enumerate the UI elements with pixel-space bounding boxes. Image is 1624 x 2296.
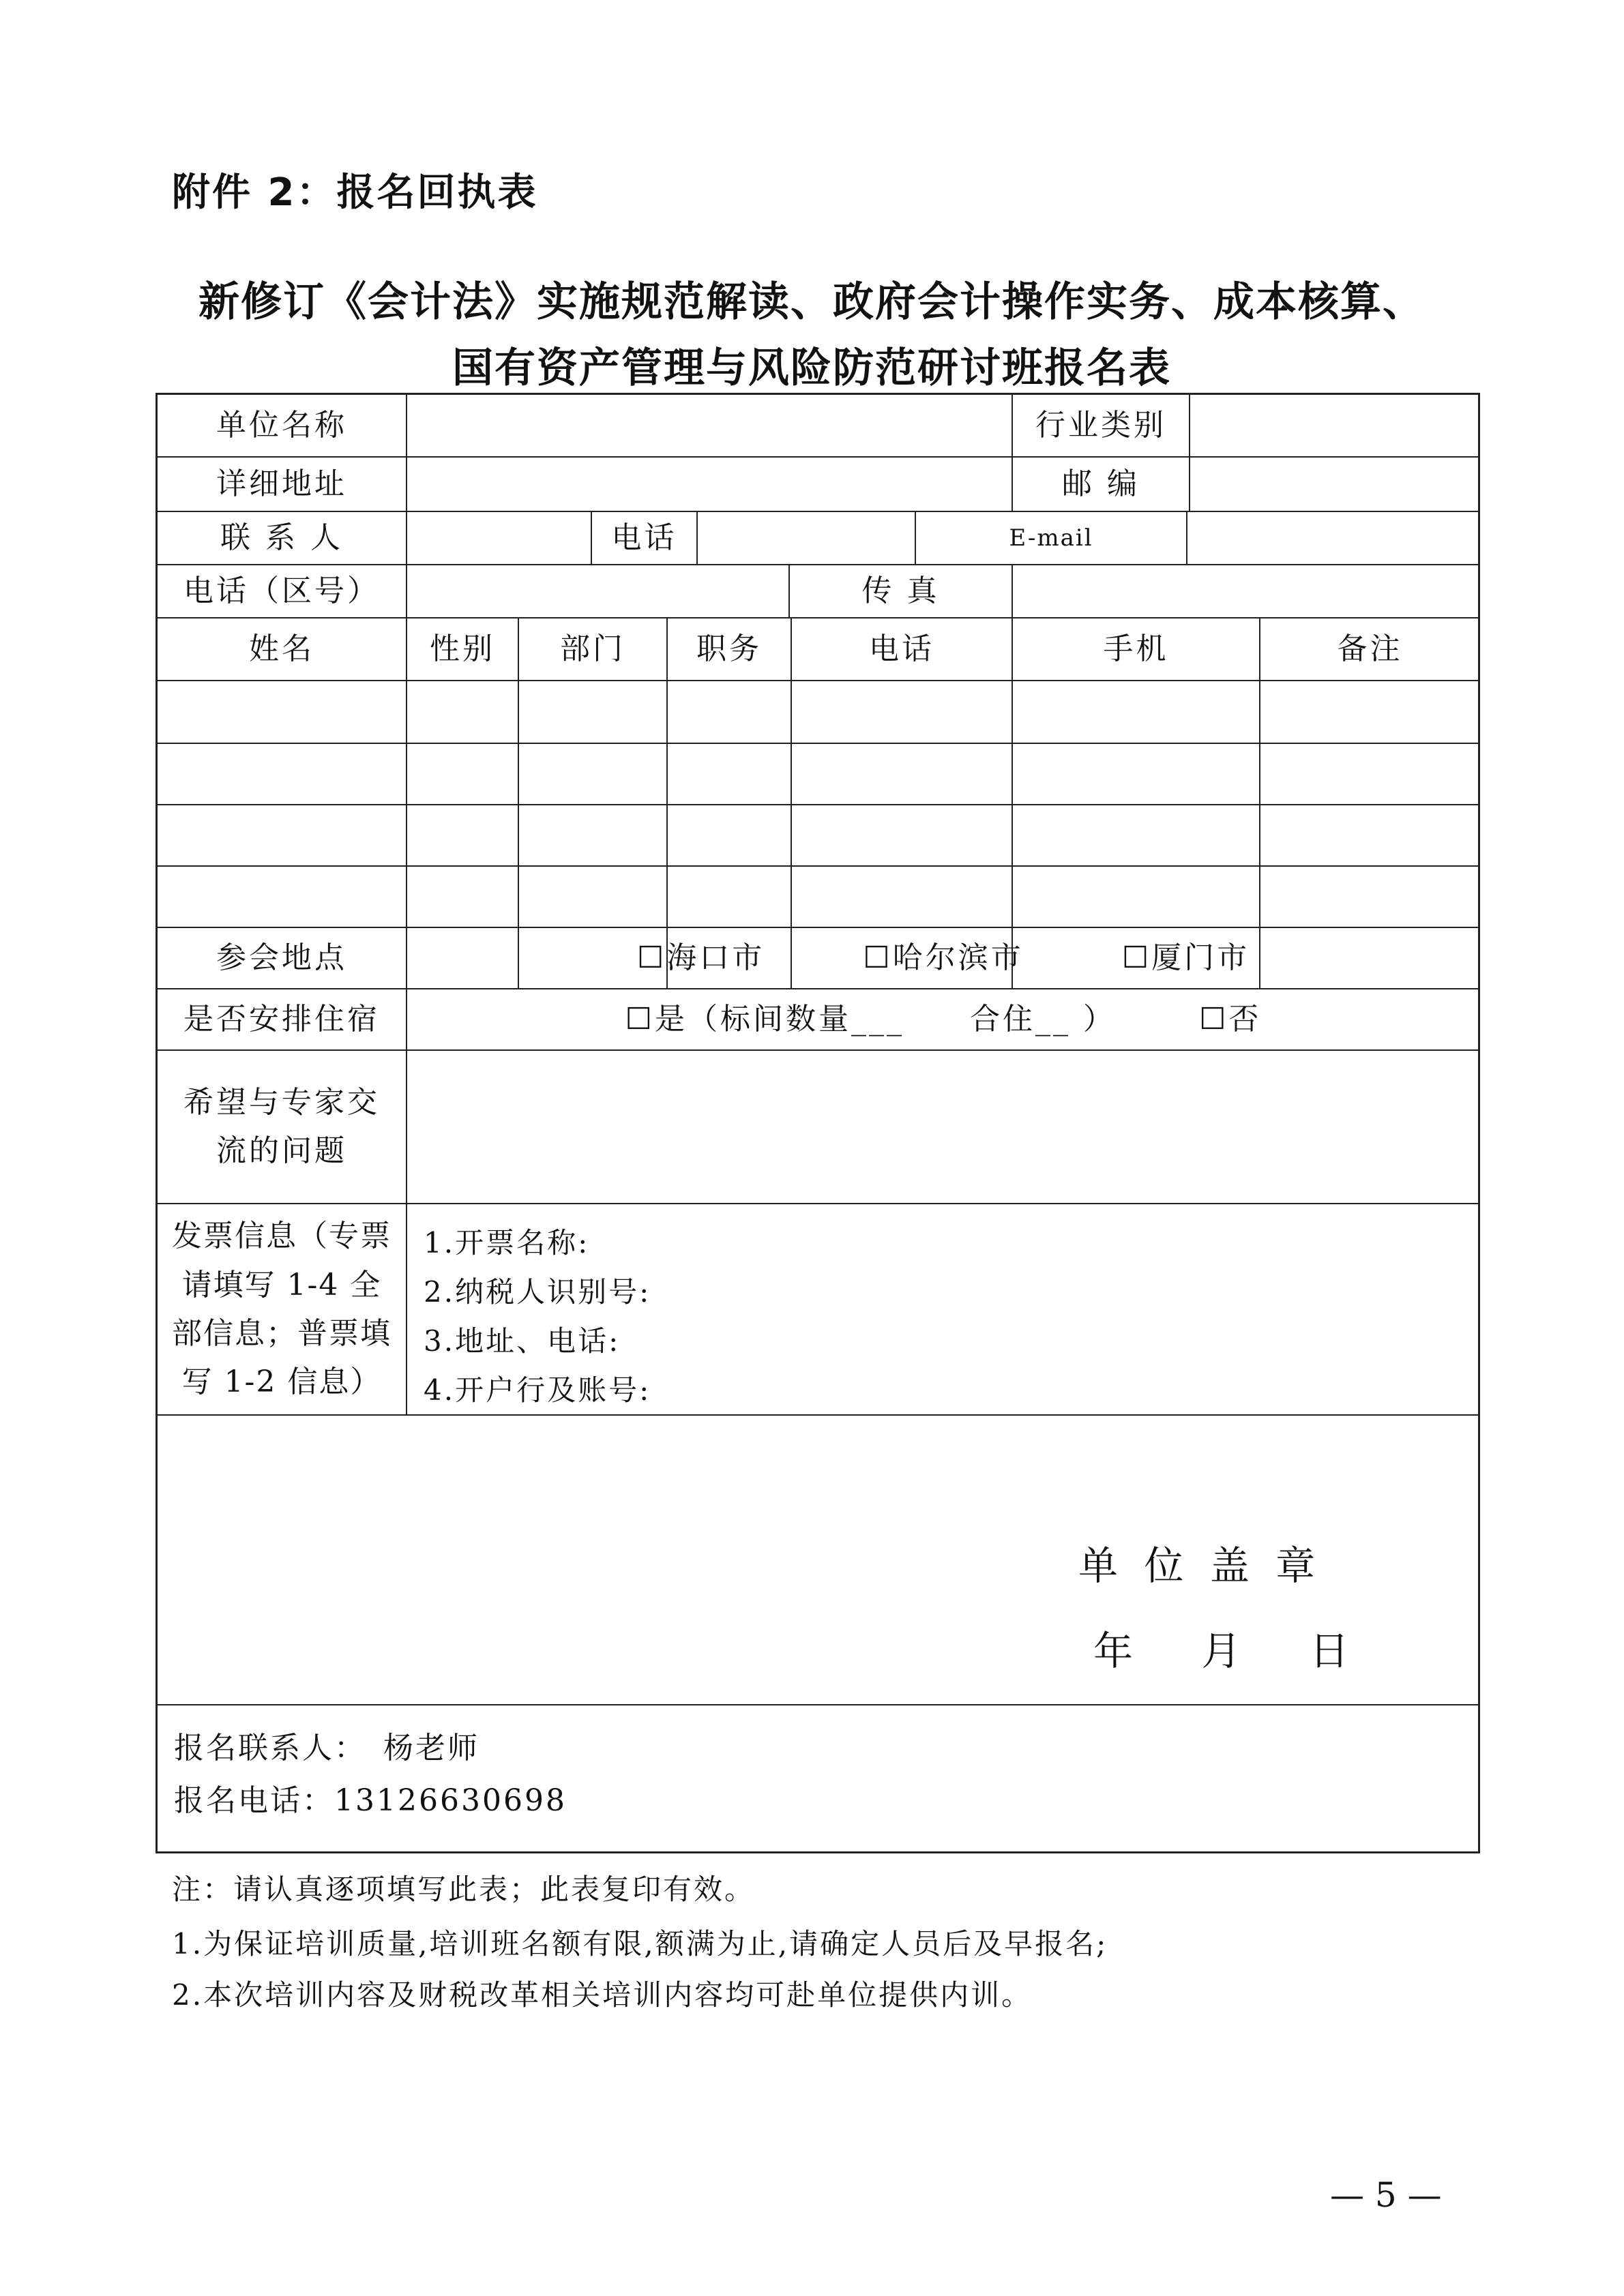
lodging-options[interactable]: ☐是（标间数量___ 合住__ ） ☐否 [625, 1001, 1262, 1037]
venue-label: 参会地点 [216, 940, 347, 975]
header-remarks: 备注 [1337, 631, 1403, 666]
header-gender: 性别 [430, 631, 495, 666]
address-label: 详细地址 [216, 466, 347, 501]
venue-options[interactable]: ☐海口市 ☐哈尔滨市 ☐厦门市 [636, 940, 1250, 975]
email-field[interactable] [1187, 512, 1479, 564]
participant-row-1[interactable] [158, 681, 1479, 743]
unit-name-field[interactable] [407, 395, 1012, 456]
registration-contact: 报名联系人： 杨老师 [174, 1731, 479, 1765]
fax-label: 传 真 [861, 573, 940, 608]
header-mobile: 手机 [1103, 631, 1169, 666]
form-title-line-2: 国有资产管理与风险防范研讨班报名表 [452, 344, 1171, 392]
area-phone-field[interactable] [407, 565, 788, 617]
registration-phone: 报名电话：13126630698 [174, 1783, 567, 1818]
header-name: 姓名 [249, 631, 314, 666]
unit-name-label: 单位名称 [216, 407, 347, 443]
contact-label: 联 系 人 [220, 520, 343, 555]
header-phone: 电话 [869, 631, 934, 666]
invoice-field-name: 1.开票名称: [424, 1226, 590, 1259]
industry-label: 行业类别 [1035, 407, 1166, 443]
note-2: 2.本次培训内容及财税改革相关培训内容均可赴单位提供内训。 [172, 1978, 1033, 2012]
area-phone-label: 电话（区号） [183, 573, 380, 608]
attachment-heading: 附件 2：报名回执表 [172, 170, 538, 215]
registration-form-table [156, 393, 1480, 1853]
participant-row-3[interactable] [158, 805, 1479, 865]
lodging-label: 是否安排住宿 [183, 1001, 380, 1037]
page-number: — 5 — [1330, 2175, 1442, 2215]
address-field[interactable] [407, 458, 1012, 511]
form-title-line-1: 新修订《会计法》实施规范解读、政府会计操作实务、成本核算、 [198, 278, 1425, 326]
date-text: 年 月 日 [1093, 1628, 1355, 1674]
postcode-field[interactable] [1190, 458, 1479, 511]
header-position: 职务 [696, 631, 762, 666]
questions-field[interactable] [407, 1051, 1479, 1203]
note-main: 注：请认真逐项填写此表；此表复印有效。 [172, 1873, 756, 1906]
note-1: 1.为保证培训质量,培训班名额有限,额满为止,请确定人员后及早报名; [172, 1927, 1108, 1960]
invoice-field-address-phone: 3.地址、电话: [424, 1324, 621, 1358]
invoice-fields[interactable] [424, 1219, 1447, 1415]
invoice-field-bank-account: 4.开户行及账号: [424, 1373, 651, 1407]
industry-field[interactable] [1190, 395, 1479, 456]
contact-field[interactable] [407, 512, 591, 564]
questions-label: 希望与专家交流的问题 [183, 1085, 380, 1168]
phone-label: 电话 [611, 520, 677, 555]
fax-field[interactable] [1013, 565, 1479, 617]
seal-text: 单 位 盖 章 [1078, 1542, 1323, 1589]
invoice-label: 发票信息（专票请填写 1-4 全部信息；普票填写 1-2 信息） [172, 1219, 392, 1400]
participant-row-4[interactable] [158, 867, 1479, 927]
participant-row-2[interactable] [158, 744, 1479, 804]
header-department: 部门 [560, 631, 625, 666]
postcode-label: 邮 编 [1062, 466, 1140, 501]
invoice-field-tax-id: 2.纳税人识别号: [424, 1275, 651, 1309]
phone-field[interactable] [698, 512, 915, 564]
email-label: E-mail [1009, 524, 1093, 552]
